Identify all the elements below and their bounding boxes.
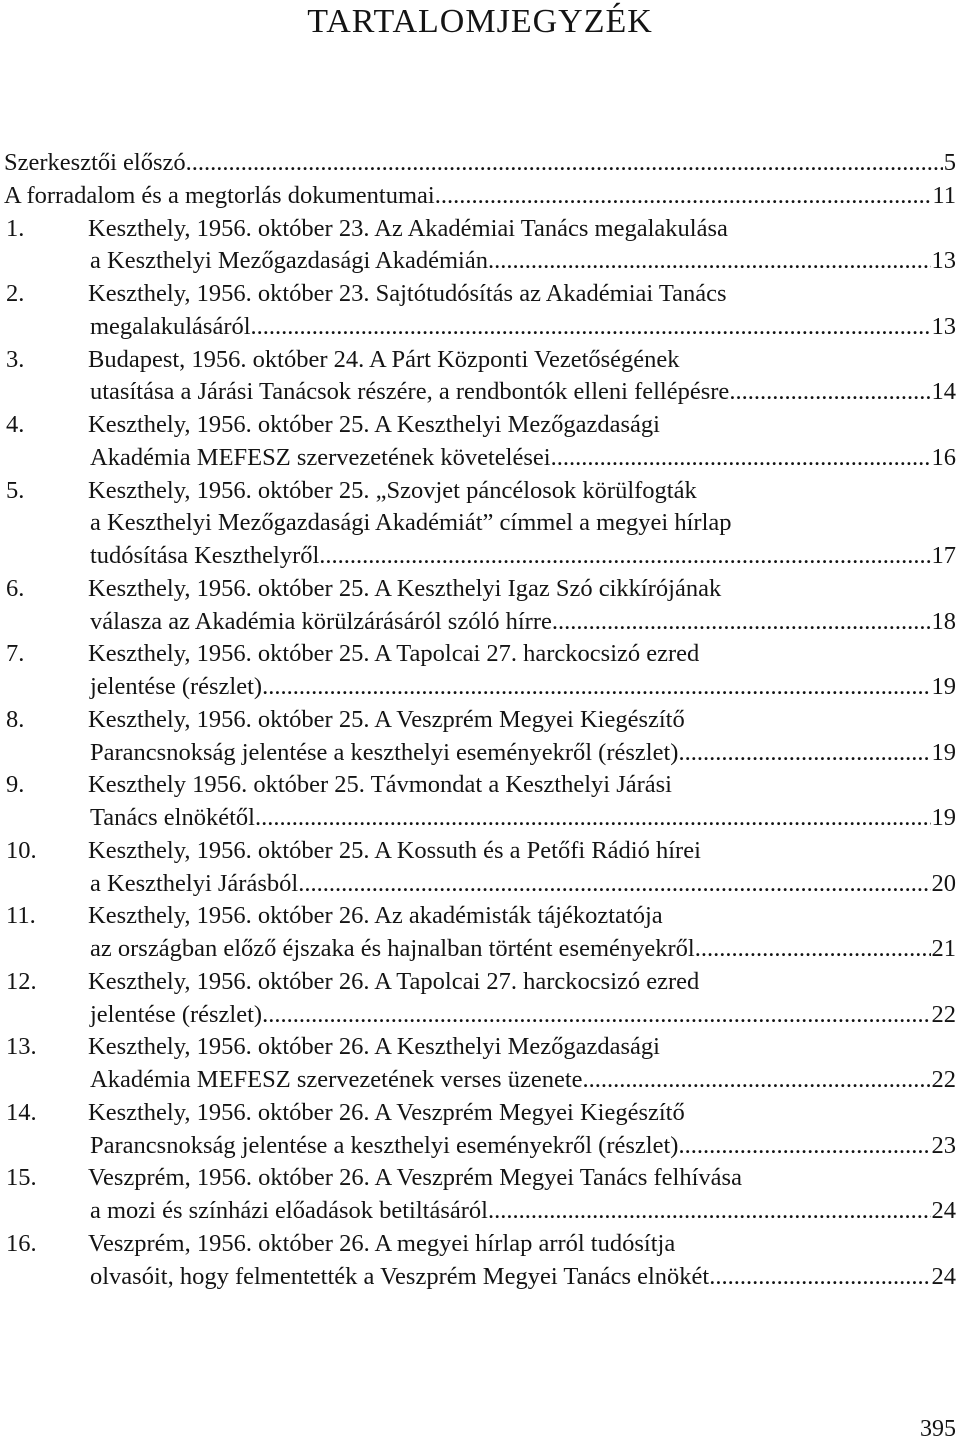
dot-leader [678, 1130, 930, 1163]
toc-entry-number: 9. [6, 771, 25, 799]
toc-front-entry[interactable] [4, 180, 956, 213]
toc-page-number: 23 [931, 1131, 956, 1159]
toc-leader [4, 180, 956, 213]
toc-entry-number: 3. [6, 345, 25, 373]
toc-entry-continuation[interactable] [4, 1261, 956, 1294]
toc-entry-number: 4. [6, 411, 25, 438]
dot-leader [551, 442, 931, 475]
dot-leader [709, 1261, 930, 1294]
toc-entry-text: Keszthely, 1956. október 26. A Keszthelyi Mezőgazdasági [88, 1033, 660, 1061]
toc-entry[interactable] [4, 409, 956, 442]
toc-leader [90, 933, 956, 966]
toc-entry-continuation[interactable] [4, 245, 956, 278]
toc-entry-text: Keszthely, 1956. október 25. A Tapolcai 27. harckocsizó ezred [88, 640, 700, 668]
toc-entry-number: 7. [6, 640, 25, 668]
toc-entry-continuation[interactable] [4, 868, 956, 901]
toc-entry-number: 6. [6, 574, 25, 602]
dot-leader [262, 999, 930, 1032]
toc-entry-number: 11. [6, 902, 36, 930]
toc-page-number: 19 [931, 673, 956, 700]
toc-entry-text: Keszthely, 1956. október 25. A Kossuth és a Petőfi Rádió hírei [88, 836, 701, 864]
toc-entry-continuation[interactable] [4, 999, 956, 1032]
toc-entry-text: Akadémia MEFESZ szervezetének követelései [90, 443, 551, 471]
toc-entry-text: jelentése (részlet) [90, 1000, 263, 1028]
dot-leader [488, 1195, 931, 1228]
toc-page-number: 21 [931, 935, 956, 962]
toc-leader [90, 802, 956, 835]
toc-entry-number: 2. [6, 280, 25, 307]
toc-entry-text: válasza az Akadémia körülzárásáról szóló hírre [90, 607, 552, 635]
dot-leader [186, 147, 943, 180]
toc-entry-text: Keszthely, 1956. október 23. Sajtótudósítás az Akadémiai Tanács [88, 280, 727, 307]
dot-leader [255, 802, 931, 835]
toc-entry-number: 14. [6, 1098, 37, 1126]
toc-entry-text: Parancsnokság jelentése a keszthelyi eseményekről (részlet) [90, 738, 679, 766]
dot-leader [583, 1064, 931, 1097]
toc-entry-number: 10. [6, 836, 37, 864]
toc-entry-text: Keszthely, 1956. október 25. A Keszthelyi Igaz Szó cikkírójának [88, 574, 722, 602]
toc-entry-continuation[interactable] [4, 1064, 956, 1097]
toc-page-number: 13 [931, 247, 956, 275]
toc-page-number: 13 [931, 312, 956, 340]
toc-entry-continuation[interactable] [4, 1195, 956, 1228]
toc-entry[interactable] [4, 1162, 956, 1195]
toc-leader [90, 1195, 956, 1228]
toc-entry-text: Keszthely 1956. október 25. Távmondat a Keszthelyi Járási [88, 771, 672, 799]
toc-entry-text: megalakulásáról [90, 312, 251, 340]
toc-entry-number: 1. [6, 214, 25, 242]
toc-entry-text: Keszthely, 1956. október 25. A Veszprém Megyei Kiegészítő [88, 705, 685, 733]
toc-entry-continuation[interactable] [4, 671, 956, 704]
toc-entry-text: a Keszthelyi Mezőgazdasági Akadémián [90, 247, 488, 275]
toc-entry[interactable] [4, 573, 956, 606]
toc-entry-number: 13. [6, 1033, 37, 1061]
toc-entry-text: tudósítása Keszthelyről [90, 542, 320, 569]
toc-leader [90, 868, 956, 901]
toc-entry[interactable] [4, 835, 956, 868]
toc-entry[interactable] [4, 900, 956, 933]
toc-page-number: 11 [932, 181, 956, 209]
toc-entry-continuation[interactable] [4, 1130, 956, 1163]
toc-entry[interactable] [4, 344, 956, 377]
toc-entry[interactable] [4, 966, 956, 999]
dot-leader [729, 376, 930, 409]
dot-leader [435, 180, 932, 213]
toc-page-number: 14 [931, 378, 956, 406]
toc-leader [90, 1130, 956, 1163]
toc-entry[interactable] [4, 769, 956, 802]
toc-page-number: 16 [931, 443, 956, 471]
toc-front-entry[interactable] [4, 147, 956, 180]
toc-page-number: 22 [931, 1000, 956, 1028]
toc-page-number: 20 [931, 869, 956, 897]
dot-leader [678, 737, 930, 770]
toc-entry-text: Keszthely, 1956. október 26. A Veszprém Megyei Kiegészítő [88, 1098, 685, 1126]
toc-entry-continuation[interactable] [4, 802, 956, 835]
toc-leader [90, 540, 956, 573]
toc-entry[interactable] [4, 1097, 956, 1130]
toc-entry-number: 5. [6, 476, 25, 504]
dot-leader [695, 933, 931, 966]
toc-entry-text: Keszthely, 1956. október 26. Az akadémisták tájékoztatója [88, 902, 663, 930]
toc-entry-continuation[interactable] [4, 507, 956, 540]
toc-entry[interactable] [4, 638, 956, 671]
toc-entry-continuation[interactable] [4, 606, 956, 639]
toc-entry-number: 16. [6, 1229, 37, 1257]
toc-page-number: 22 [931, 1066, 956, 1093]
toc-page-number: 19 [931, 738, 956, 766]
dot-leader [552, 606, 931, 639]
toc-entry-text: a Keszthelyi Járásból [90, 869, 299, 897]
toc-entry-text: A forradalom és a megtorlás dokumentumai [4, 181, 435, 209]
toc-entry-text: a mozi és színházi előadások betiltásáról [90, 1197, 488, 1224]
toc-entry-continuation[interactable] [4, 442, 956, 475]
toc-leader [90, 311, 956, 344]
dot-leader [262, 671, 930, 704]
toc-leader [90, 442, 956, 475]
dot-leader [488, 245, 931, 278]
toc-entry-text: Parancsnokság jelentése a keszthelyi eseményekről (részlet) [90, 1131, 679, 1159]
toc-entry-text: Veszprém, 1956. október 26. A megyei hírlap arról tudósítja [88, 1229, 676, 1257]
toc-entry-number: 8. [6, 705, 25, 733]
toc-leader [90, 999, 956, 1032]
toc-entry[interactable] [4, 278, 956, 311]
toc-leader [4, 147, 956, 180]
toc-page-number: 18 [931, 607, 956, 635]
toc-entry-text: Keszthely, 1956. október 26. A Tapolcai 27. harckocsizó ezred [88, 967, 700, 995]
toc-entry-continuation[interactable] [4, 376, 956, 409]
toc-entry-continuation[interactable] [4, 540, 956, 573]
toc-entry-number: 15. [6, 1164, 37, 1192]
toc-entry-number: 12. [6, 967, 37, 995]
dot-leader [319, 540, 930, 573]
toc-leader [90, 245, 956, 278]
toc-entry-text: az országban előző éjszaka és hajnalban történt eseményekről [90, 935, 695, 962]
dot-leader [251, 311, 931, 344]
toc-leader [90, 671, 956, 704]
toc-leader [90, 1064, 956, 1097]
toc-leader [90, 376, 956, 409]
toc-entry-text: utasítása a Járási Tanácsok részére, a rendbontók elleni fellépésre [90, 378, 730, 406]
toc-entry[interactable] [4, 213, 956, 246]
toc-entry-continuation[interactable] [4, 737, 956, 770]
toc-page-number: 17 [931, 542, 956, 569]
toc-entry-continuation[interactable] [4, 311, 956, 344]
toc-entry-text: Keszthely, 1956. október 25. „Szovjet páncélosok körülfogták [88, 476, 697, 504]
toc-entry-text: Veszprém, 1956. október 26. A Veszprém Megyei Tanács felhívása [88, 1164, 742, 1192]
toc-entry[interactable] [4, 475, 956, 508]
toc-entry-text: Tanács elnökétől [90, 804, 255, 831]
toc-entry-text: Keszthely, 1956. október 25. A Keszthelyi Mezőgazdasági [88, 411, 660, 438]
toc-page-number: 19 [931, 804, 956, 831]
toc-entry[interactable] [4, 1228, 956, 1261]
toc-entry-text: Akadémia MEFESZ szervezetének verses üzenete [90, 1066, 583, 1093]
toc-page-number: 24 [931, 1262, 956, 1290]
toc-entry-text: Keszthely, 1956. október 23. Az Akadémiai Tanács megalakulása [88, 214, 728, 242]
page-title: TARTALOMJEGYZÉK [307, 3, 653, 40]
toc-entry-text: jelentése (részlet) [90, 673, 263, 700]
toc-entry[interactable] [4, 704, 956, 737]
table-of-contents [4, 147, 956, 1293]
toc-entry-text: olvasóit, hogy felmentették a Veszprém Megyei Tanács elnökét [90, 1262, 710, 1290]
toc-entry-text: a Keszthelyi Mezőgazdasági Akadémiát” címmel a megyei hírlap [90, 509, 732, 537]
toc-leader [90, 606, 956, 639]
page-number: 395 [920, 1416, 956, 1442]
toc-entry[interactable] [4, 1031, 956, 1064]
dot-leader [298, 868, 930, 901]
toc-entry-continuation[interactable] [4, 933, 956, 966]
toc-leader [90, 737, 956, 770]
toc-page-number: 5 [943, 149, 956, 176]
toc-entry-text: Budapest, 1956. október 24. A Párt Központi Vezetőségének [88, 345, 680, 373]
toc-leader [90, 1261, 956, 1294]
toc-entry-text: Szerkesztői előszó [4, 149, 186, 176]
toc-page-number: 24 [931, 1197, 956, 1224]
